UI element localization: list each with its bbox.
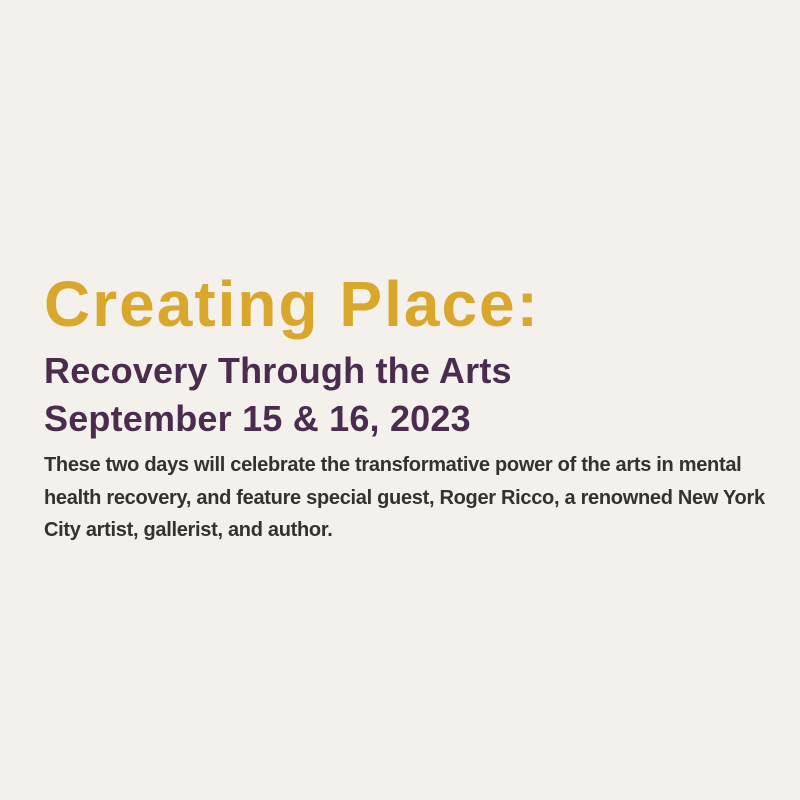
description-line-2: health recovery, and feature special guest, Roger Ricco, a renowned New York: [44, 486, 765, 509]
description-line-3: City artist, gallerist, and author.: [44, 519, 333, 542]
subtitle-line-event-name: Recovery Through the Arts: [44, 350, 512, 392]
event-description: [44, 449, 770, 547]
event-subtitle: [44, 347, 770, 443]
description-line-1: These two days will celebrate the transformative power of the arts in mental: [44, 454, 742, 477]
page-title: Creating Place:: [44, 268, 540, 340]
subtitle-line-event-date: September 15 & 16, 2023: [44, 398, 471, 440]
